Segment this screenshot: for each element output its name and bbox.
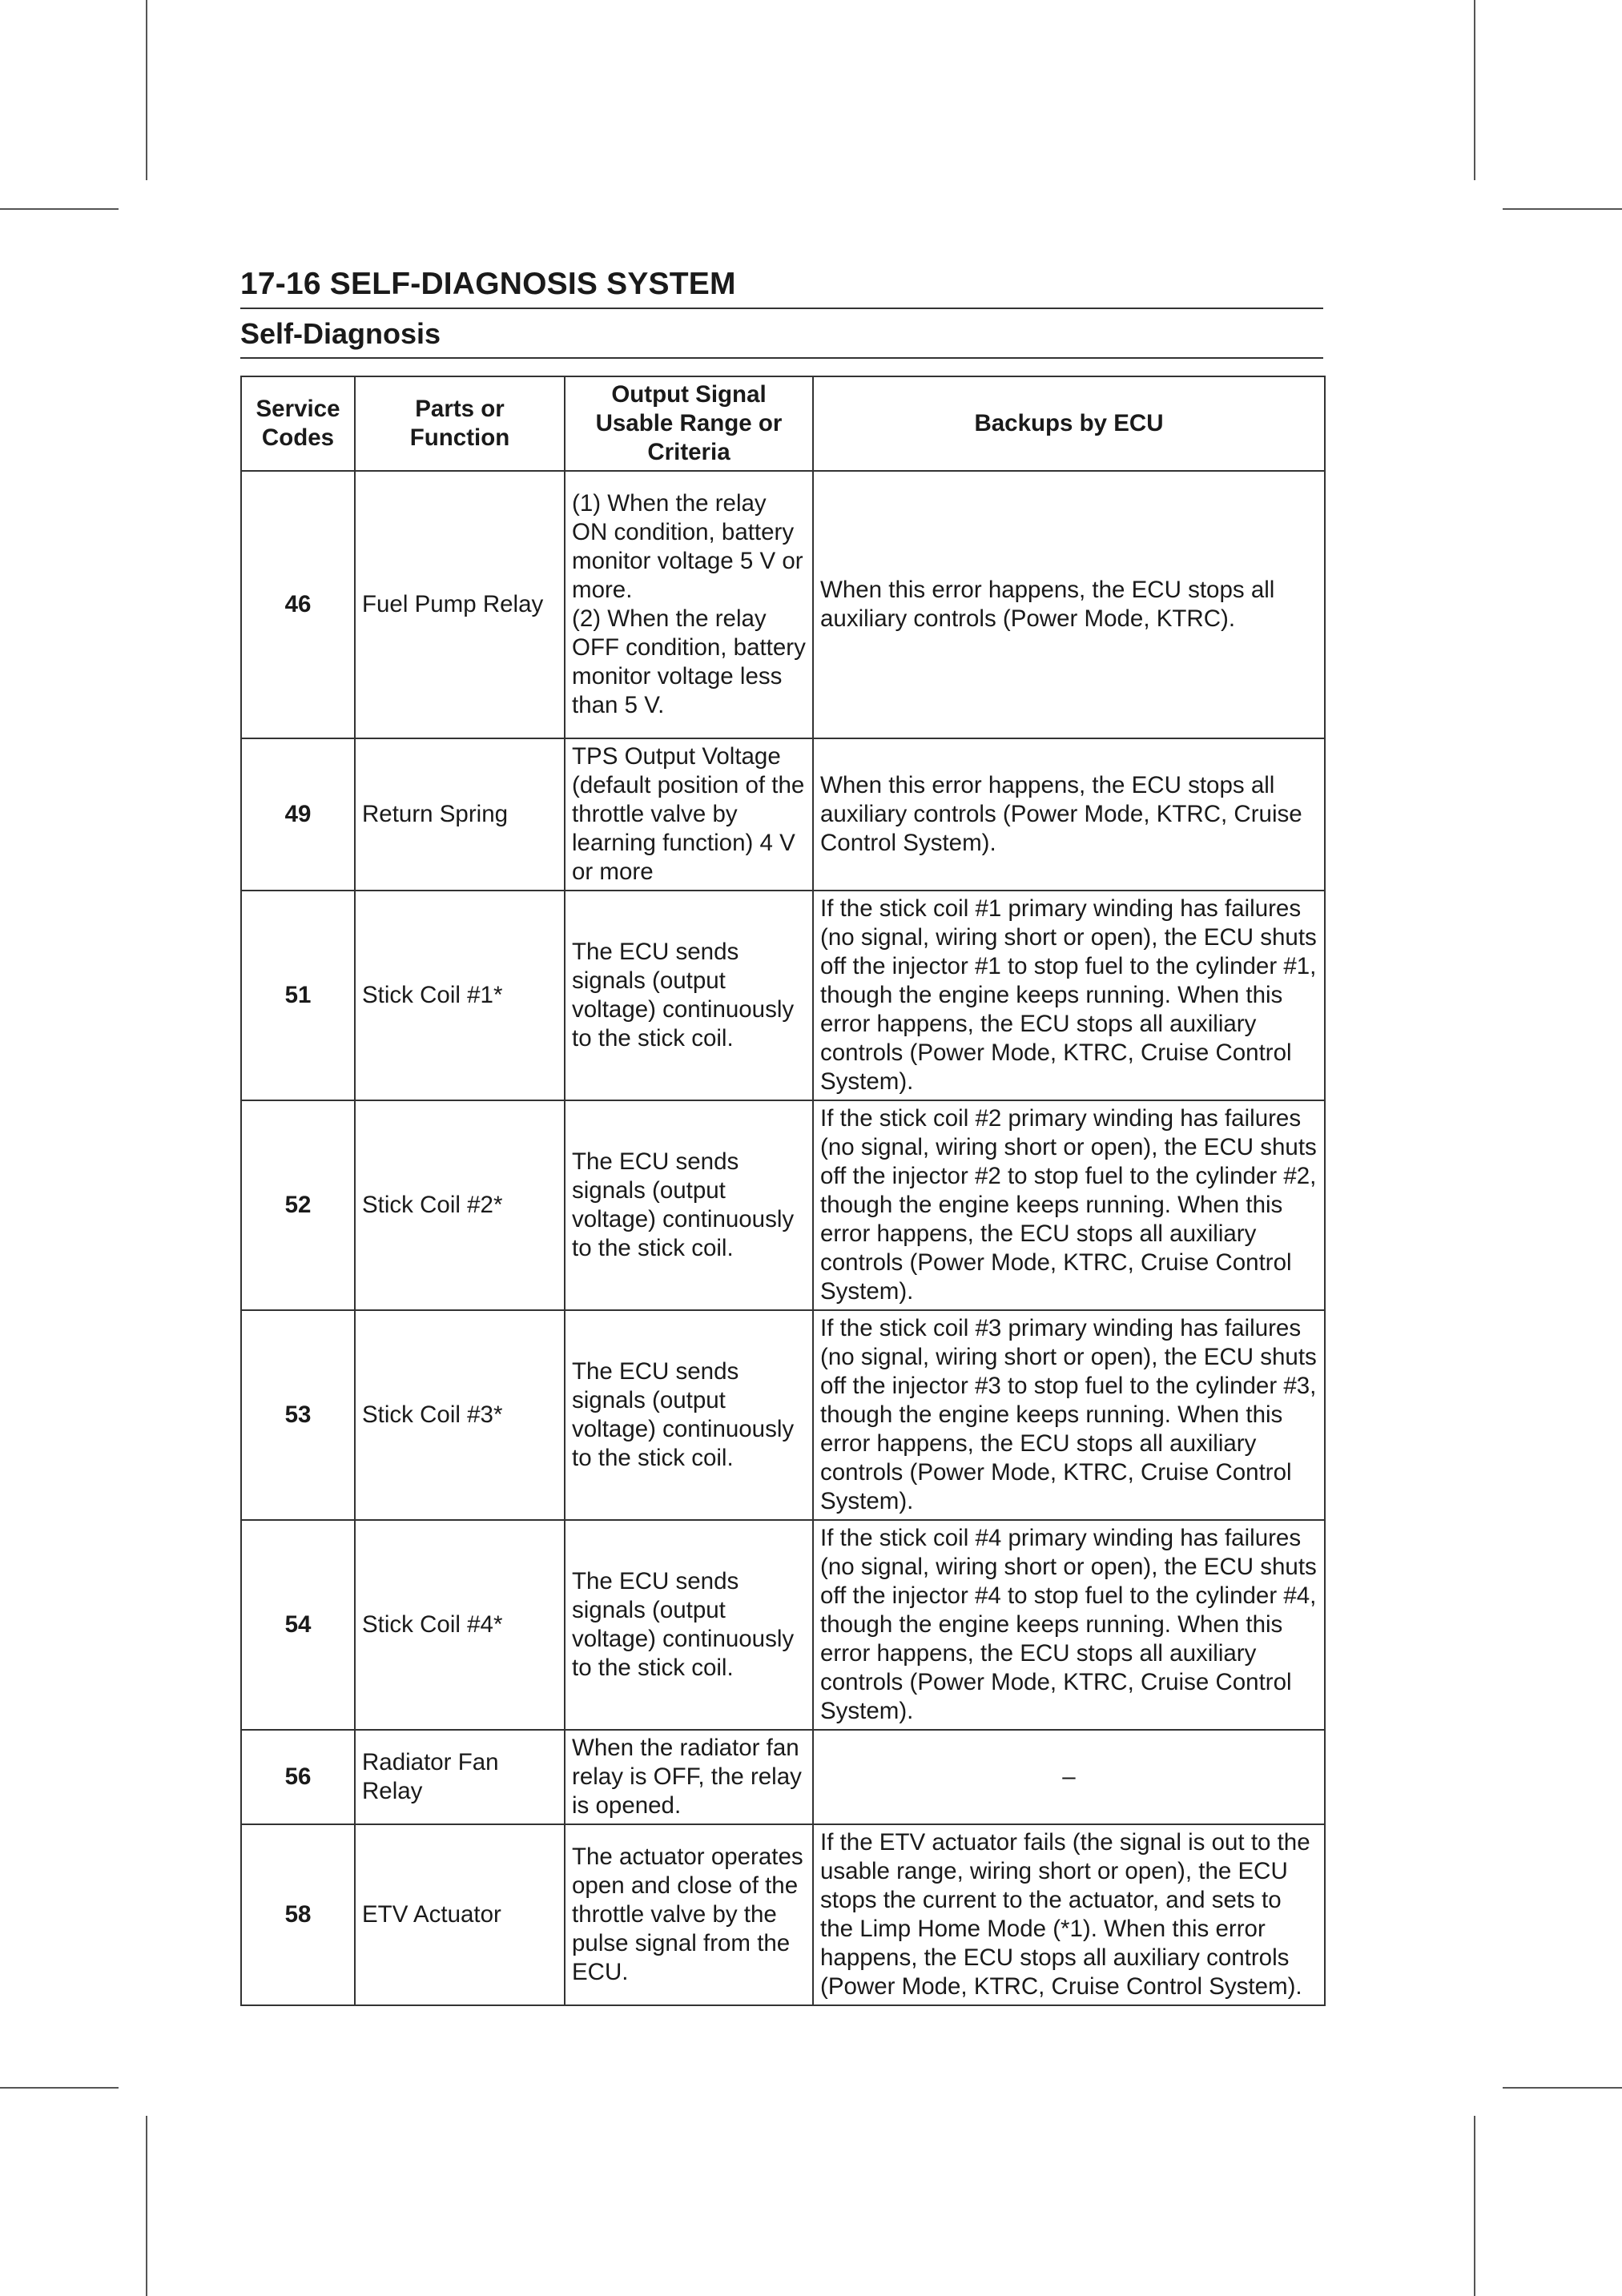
crop-mark-bottom-left-horizontal (0, 2087, 119, 2089)
crop-mark-top-right-horizontal (1503, 208, 1622, 210)
service-code-cell: 46 (241, 471, 355, 738)
table-row (241, 1310, 1325, 1520)
part-cell: Stick Coil #4* (355, 1520, 565, 1730)
column-header-output-signal: Output Signal Usable Range or Criteria (565, 376, 813, 471)
backup-cell: If the stick coil #2 primary winding has failures (no signal, wiring short or open), the ECU shuts off the injector #2 to stop fuel to the cylinder #2, though the engine keeps running. When this error happens, the ECU stops all auxiliary controls (Power Mode, KTRC, Cruise Control System). (813, 1100, 1325, 1310)
output-criteria-cell: When the radiator fan relay is OFF, the relay is opened. (565, 1730, 813, 1824)
backup-cell: If the stick coil #3 primary winding has failures (no signal, wiring short or open), the ECU shuts off the injector #3 to stop fuel to the cylinder #3, though the engine keeps running. When this error happens, the ECU stops all auxiliary controls (Power Mode, KTRC, Cruise Control System). (813, 1310, 1325, 1520)
backup-cell: When this error happens, the ECU stops all auxiliary controls (Power Mode, KTRC). (813, 471, 1325, 738)
crop-mark-bottom-right-horizontal (1503, 2087, 1622, 2089)
backup-cell: If the stick coil #4 primary winding has failures (no signal, wiring short or open), the ECU shuts off the injector #4 to stop fuel to the cylinder #4, though the engine keeps running. When this error happens, the ECU stops all auxiliary controls (Power Mode, KTRC, Cruise Control System). (813, 1520, 1325, 1730)
self-diagnosis-table (240, 376, 1326, 2006)
output-criteria-cell: The ECU sends signals (output voltage) continuously to the stick coil. (565, 1310, 813, 1520)
service-code-cell: 58 (241, 1824, 355, 2005)
part-cell: Stick Coil #3* (355, 1310, 565, 1520)
crop-mark-bottom-left-vertical (146, 2116, 147, 2296)
service-code-cell: 52 (241, 1100, 355, 1310)
output-criteria-cell: TPS Output Voltage (default position of the throttle valve by learning function) 4 V or more (565, 738, 813, 891)
output-criteria-cell: The ECU sends signals (output voltage) continuously to the stick coil. (565, 1100, 813, 1310)
column-header-backups-by-ecu: Backups by ECU (813, 376, 1325, 471)
table-row (241, 1824, 1325, 2005)
backup-cell: – (813, 1730, 1325, 1824)
backup-cell: If the stick coil #1 primary winding has failures (no signal, wiring short or open), the ECU shuts off the injector #1 to stop fuel to the cylinder #1, though the engine keeps running. When this error happens, the ECU stops all auxiliary controls (Power Mode, KTRC, Cruise Control System). (813, 891, 1325, 1100)
service-code-cell: 49 (241, 738, 355, 891)
table-row (241, 1730, 1325, 1824)
output-criteria-cell: (1) When the relay ON condition, battery monitor voltage 5 V or more. (2) When the relay OFF condition, battery monitor voltage less than 5 V. (565, 471, 813, 738)
output-criteria-cell: The ECU sends signals (output voltage) continuously to the stick coil. (565, 891, 813, 1100)
table-header-row (241, 376, 1325, 471)
output-criteria-cell: The actuator operates open and close of the throttle valve by the pulse signal from the ECU. (565, 1824, 813, 2005)
part-cell: ETV Actuator (355, 1824, 565, 2005)
page-title: 17-16 SELF-DIAGNOSIS SYSTEM (240, 264, 1323, 309)
crop-mark-bottom-right-vertical (1474, 2116, 1475, 2296)
table-row (241, 1520, 1325, 1730)
crop-mark-top-left-horizontal (0, 208, 119, 210)
service-code-cell: 51 (241, 891, 355, 1100)
crop-mark-top-right-vertical (1474, 0, 1475, 180)
page-header (240, 264, 1323, 359)
column-header-service-codes: Service Codes (241, 376, 355, 471)
table-row (241, 891, 1325, 1100)
part-cell: Radiator Fan Relay (355, 1730, 565, 1824)
output-criteria-cell: The ECU sends signals (output voltage) continuously to the stick coil. (565, 1520, 813, 1730)
backup-cell: When this error happens, the ECU stops all auxiliary controls (Power Mode, KTRC, Cruise Control System). (813, 738, 1325, 891)
section-title: Self-Diagnosis (240, 309, 1323, 359)
table-row (241, 1100, 1325, 1310)
service-code-cell: 53 (241, 1310, 355, 1520)
backup-cell: If the ETV actuator fails (the signal is out to the usable range, wiring short or open), the ECU stops the current to the actuator, and sets to the Limp Home Mode (*1). When this error happens, the ECU stops all auxiliary controls (Power Mode, KTRC, Cruise Control System). (813, 1824, 1325, 2005)
column-header-parts-or-function: Parts or Function (355, 376, 565, 471)
service-code-cell: 56 (241, 1730, 355, 1824)
part-cell: Stick Coil #2* (355, 1100, 565, 1310)
service-code-cell: 54 (241, 1520, 355, 1730)
part-cell: Return Spring (355, 738, 565, 891)
crop-mark-top-left-vertical (146, 0, 147, 180)
table-row (241, 471, 1325, 738)
table-row (241, 738, 1325, 891)
part-cell: Stick Coil #1* (355, 891, 565, 1100)
part-cell: Fuel Pump Relay (355, 471, 565, 738)
